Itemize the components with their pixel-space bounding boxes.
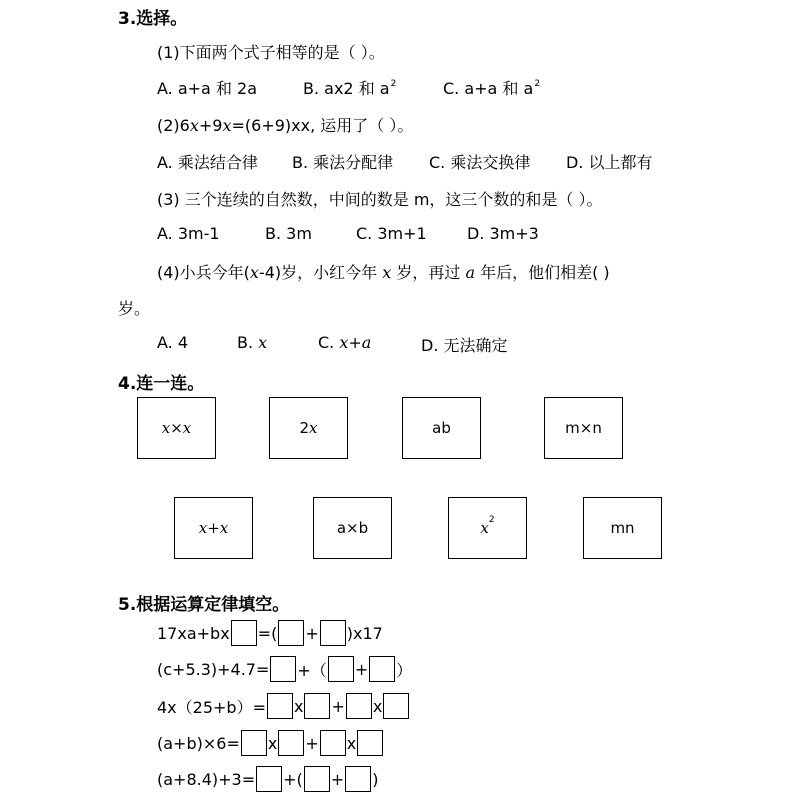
q3-option-d: D. 3m+3 bbox=[467, 224, 539, 243]
match-box-top-1[interactable] bbox=[137, 397, 216, 459]
answer-blank-box[interactable] bbox=[304, 693, 330, 719]
answer-blank-box[interactable] bbox=[256, 766, 282, 792]
answer-blank-box[interactable] bbox=[345, 766, 371, 792]
q2-text: (2)6x+9x=(6+9)xx, 运用了（ ）。 bbox=[157, 116, 414, 135]
match-box-text: ab bbox=[432, 419, 451, 437]
match-box-text: mn bbox=[610, 519, 635, 537]
expression-text: +（ bbox=[297, 660, 327, 680]
answer-blank-box[interactable] bbox=[241, 730, 267, 756]
expression-text: (a+8.4)+3= bbox=[157, 769, 256, 789]
answer-blank-box[interactable] bbox=[278, 620, 304, 646]
expression-text: 17xa+bx bbox=[157, 623, 230, 643]
q2-option-d: D. 以上都有 bbox=[566, 153, 653, 172]
expression-text: + bbox=[354, 659, 369, 679]
match-box-bottom-4[interactable] bbox=[583, 497, 662, 559]
q1-option-a: A. a+a 和 2a bbox=[157, 79, 258, 98]
q4-text: (4)小兵今年(x-4)岁，小红今年 x 岁，再过 a 年后，他们相差( ) bbox=[157, 263, 610, 282]
match-box-text: x bbox=[309, 419, 318, 437]
expression-text: 4x（25+b）= bbox=[157, 697, 266, 717]
q4-option-c: C. x+a bbox=[318, 333, 372, 352]
q1-text: (1)下面两个式子相等的是（ ）。 bbox=[157, 43, 385, 62]
answer-blank-box[interactable] bbox=[304, 766, 330, 792]
fill-row-5 bbox=[157, 764, 378, 794]
answer-blank-box[interactable] bbox=[383, 693, 409, 719]
fill-row-4 bbox=[157, 728, 384, 758]
q4-text-line2: 岁。 bbox=[118, 299, 151, 318]
expression-text: + bbox=[305, 733, 319, 753]
expression-text: =( bbox=[257, 623, 278, 643]
match-box-top-3[interactable] bbox=[402, 397, 481, 459]
q3-text: (3) 三个连续的自然数，中间的数是 m，这三个数的和是（ ）。 bbox=[157, 190, 603, 209]
q2-option-c: C. 乘法交换律 bbox=[429, 153, 531, 172]
answer-blank-box[interactable] bbox=[369, 656, 395, 682]
answer-blank-box[interactable] bbox=[270, 656, 296, 682]
expression-text: (a+b)×6= bbox=[157, 733, 240, 753]
expression-text: x bbox=[267, 733, 278, 753]
match-box-bottom-1[interactable] bbox=[174, 497, 253, 559]
section-5-heading: 5.根据运算定律填空。 bbox=[118, 595, 290, 615]
q4-option-d: D. 无法确定 bbox=[421, 336, 508, 355]
match-box-bottom-3[interactable] bbox=[448, 497, 527, 559]
match-box-text: x bbox=[480, 519, 489, 537]
section-4-heading: 4.连一连。 bbox=[118, 374, 205, 394]
expression-text: ） bbox=[396, 660, 413, 680]
fill-row-2 bbox=[157, 654, 412, 684]
q4-option-b: B. x bbox=[237, 333, 268, 352]
q4-option-a: A. 4 bbox=[157, 333, 189, 352]
expression-text: x bbox=[372, 696, 383, 716]
expression-text: + bbox=[331, 696, 345, 716]
expression-text: + bbox=[330, 769, 345, 789]
match-box-top-2[interactable] bbox=[269, 397, 348, 459]
answer-blank-box[interactable] bbox=[320, 620, 346, 646]
q3-option-b: B. 3m bbox=[265, 224, 312, 243]
q1-option-b: B. ax2 和 $a^2$ bbox=[303, 79, 397, 98]
answer-blank-box[interactable] bbox=[267, 693, 293, 719]
q1-option-c: C. a+a 和 $a^2$ bbox=[443, 79, 541, 98]
expression-text: ) bbox=[372, 769, 379, 789]
answer-blank-box[interactable] bbox=[320, 730, 346, 756]
q3-option-c: C. 3m+1 bbox=[356, 224, 427, 243]
answer-blank-box[interactable] bbox=[328, 656, 354, 682]
fill-row-1 bbox=[157, 618, 383, 648]
answer-blank-box[interactable] bbox=[278, 730, 304, 756]
q2-option-a: A. 乘法结合律 bbox=[157, 153, 258, 172]
q3-option-a: A. 3m-1 bbox=[157, 224, 220, 243]
match-box-top-4[interactable] bbox=[544, 397, 623, 459]
match-box-text: x×x bbox=[161, 419, 192, 437]
match-box-bottom-2[interactable] bbox=[313, 497, 392, 559]
expression-text: (c+5.3)+4.7= bbox=[157, 659, 270, 679]
expression-text: + bbox=[305, 623, 319, 643]
expression-text: x bbox=[293, 696, 304, 716]
fill-row-3 bbox=[157, 691, 410, 721]
answer-blank-box[interactable] bbox=[357, 730, 383, 756]
answer-blank-box[interactable] bbox=[231, 620, 257, 646]
expression-text: x bbox=[346, 733, 357, 753]
expression-text: +( bbox=[283, 769, 303, 789]
match-box-text: x+x bbox=[198, 519, 229, 537]
match-box-text: m×n bbox=[565, 419, 602, 437]
expression-text: )x17 bbox=[346, 623, 383, 643]
answer-blank-box[interactable] bbox=[346, 693, 372, 719]
section-3-heading: 3.选择。 bbox=[118, 9, 188, 29]
match-box-text: 2 bbox=[299, 419, 310, 437]
match-box-text: 2 bbox=[488, 515, 495, 525]
q2-option-b: B. 乘法分配律 bbox=[292, 153, 394, 172]
match-box-text: a×b bbox=[336, 519, 369, 537]
